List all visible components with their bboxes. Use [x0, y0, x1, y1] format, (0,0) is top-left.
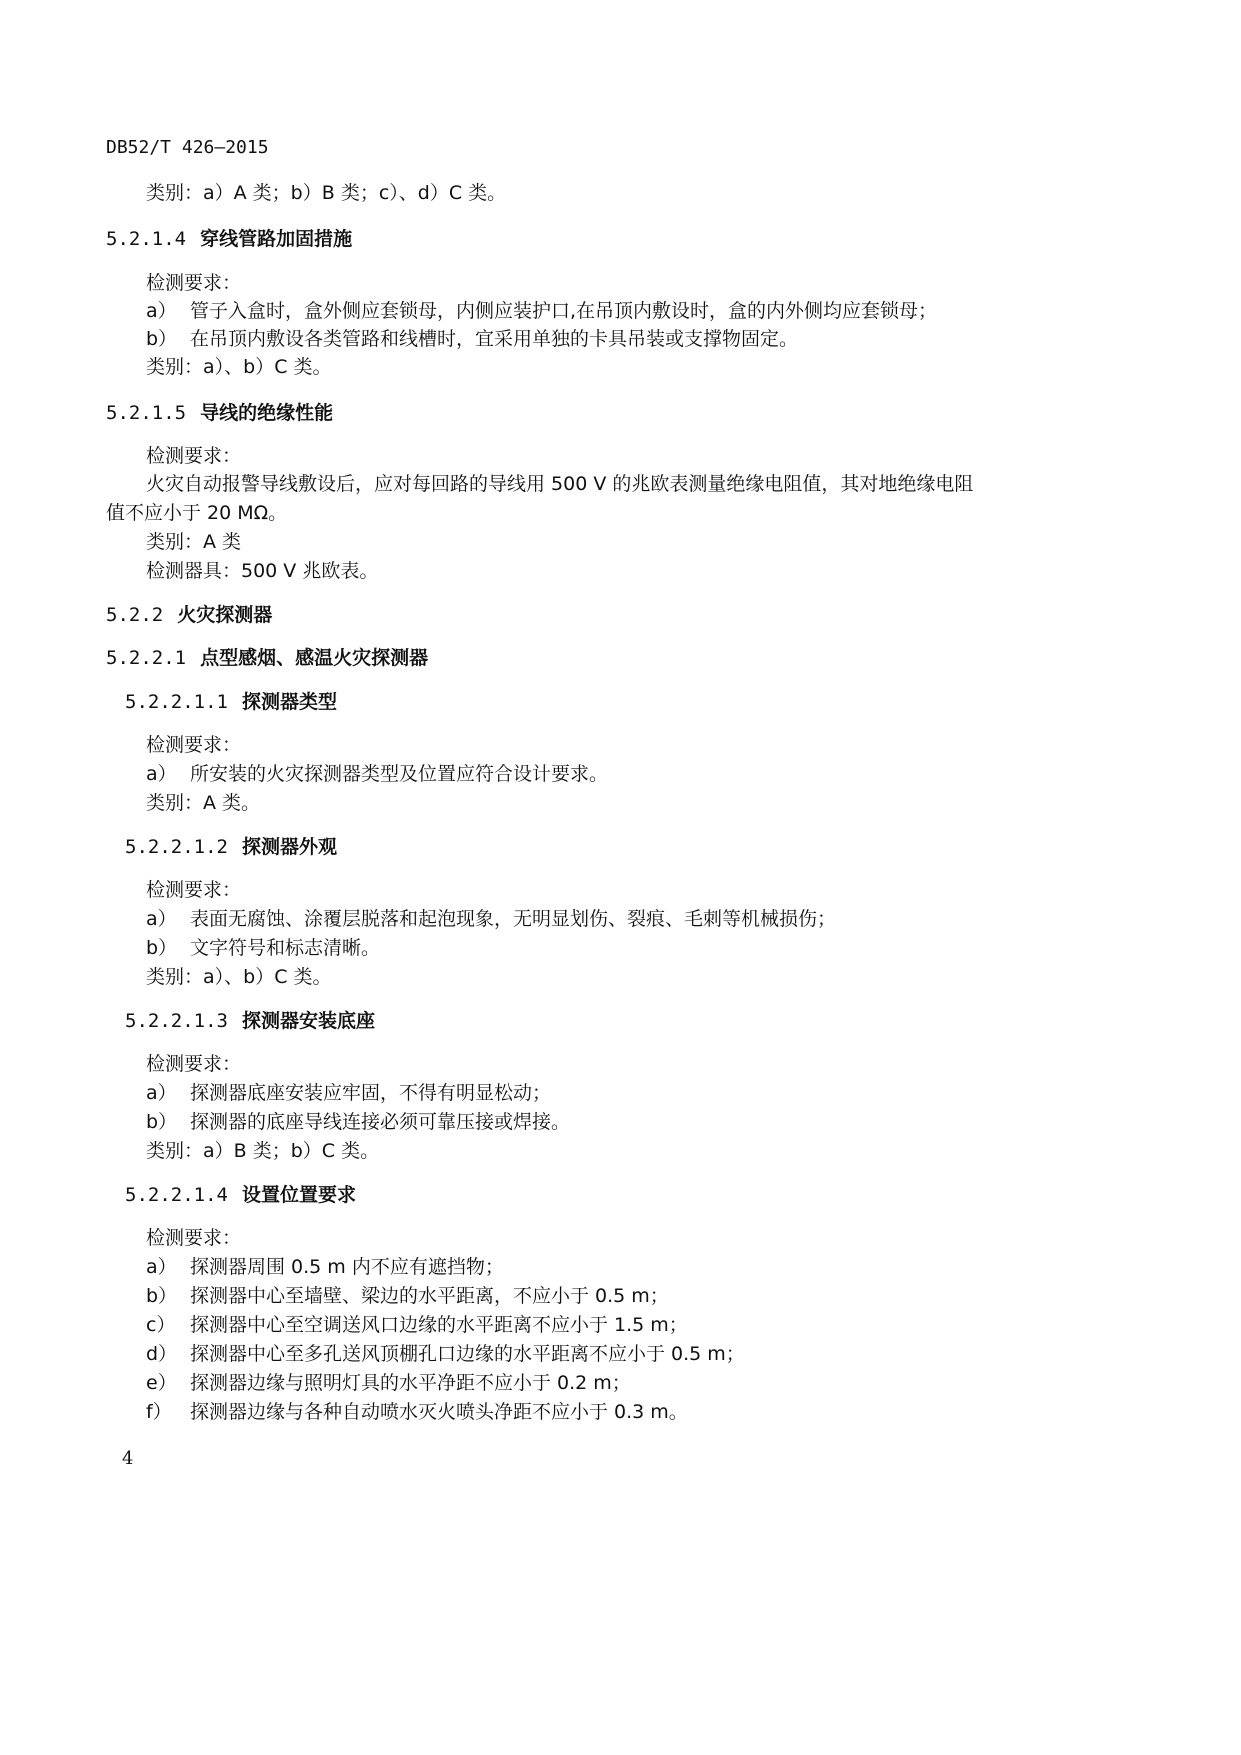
- list-item: [146, 935, 380, 961]
- section-number: 5.2.2.1.2: [125, 836, 228, 858]
- item-marker: a）: [146, 908, 177, 930]
- section-number: 5.2.2.1.1: [125, 691, 228, 713]
- list-item: [146, 906, 836, 932]
- paragraph-line: 火灾自动报警导线敷设后，应对每回路的导线用 500 V 的兆欧表测量绝缘电阻值，其对地绝缘电阻: [146, 473, 974, 495]
- requirement-label: 检测要求：: [146, 879, 242, 901]
- section-title: 探测器类型: [241, 691, 337, 713]
- category-line: 类别：a）、b）C 类。: [146, 966, 332, 988]
- requirement-label: 检测要求：: [146, 272, 242, 294]
- item-marker: c）: [146, 1314, 176, 1336]
- list-item: [146, 298, 937, 324]
- item-text: 探测器边缘与各种自动喷水灭火喷头净距不应小于 0.3 m。: [190, 1401, 688, 1423]
- category-line: 类别：A 类。: [146, 792, 261, 814]
- section-number: 5.2.2.1.4: [125, 1184, 228, 1206]
- item-text: 所安装的火灾探测器类型及位置应符合设计要求。: [190, 763, 609, 785]
- item-text: 探测器的底座导线连接必须可靠压接或焊接。: [190, 1111, 571, 1133]
- item-marker: b）: [146, 937, 178, 959]
- instrument-line: 检测器具：500 V 兆欧表。: [146, 560, 379, 582]
- item-marker: e）: [146, 1372, 177, 1394]
- item-marker: b）: [146, 1285, 178, 1307]
- section-number: 5.2.2.1.3: [125, 1010, 228, 1032]
- item-text: 管子入盒时，盒外侧应套锁母，内侧应装护口,在吊顶内敷设时，盒的内外侧均应套锁母；: [190, 300, 938, 322]
- list-item: [146, 1109, 570, 1135]
- section-heading: [106, 226, 352, 252]
- item-text: 文字符号和标志清晰。: [190, 937, 381, 959]
- section-title: 穿线管路加固措施: [200, 228, 353, 250]
- section-heading: [125, 834, 337, 860]
- section-heading: [106, 602, 272, 628]
- list-item: [146, 761, 608, 787]
- list-item: [146, 1283, 669, 1309]
- section-heading: [125, 1182, 356, 1208]
- requirement-label: 检测要求：: [146, 1053, 242, 1075]
- section-number: 5.2.1.4: [106, 228, 187, 250]
- section-title: 火灾探测器: [177, 604, 273, 626]
- item-text: 探测器边缘与照明灯具的水平净距不应小于 0.2 m；: [190, 1372, 631, 1394]
- list-item: [146, 1341, 745, 1367]
- item-marker: a）: [146, 1082, 177, 1104]
- section-number: 5.2.2.1: [106, 647, 187, 669]
- item-marker: f）: [146, 1401, 172, 1423]
- item-text: 探测器底座安装应牢固，不得有明显松动；: [190, 1082, 552, 1104]
- paragraph-line: 值不应小于 20 MΩ。: [106, 502, 288, 524]
- list-item: [146, 1080, 551, 1106]
- item-marker: a）: [146, 300, 177, 322]
- requirement-label: 检测要求：: [146, 734, 242, 756]
- section-heading: [106, 645, 428, 671]
- item-text: 表面无腐蚀、涂覆层脱落和起泡现象，无明显划伤、裂痕、毛刺等机械损伤；: [190, 908, 837, 930]
- page-number: 4: [122, 1448, 134, 1469]
- category-line: 类别：a）A 类；b）B 类；c）、d）C 类。: [146, 182, 507, 204]
- section-number: 5.2.2: [106, 604, 164, 626]
- requirement-label: 检测要求：: [146, 445, 242, 467]
- section-heading: [125, 1008, 375, 1034]
- item-text: 探测器中心至墙壁、梁边的水平距离，不应小于 0.5 m；: [190, 1285, 669, 1307]
- list-item: [146, 1399, 688, 1425]
- item-text: 探测器中心至多孔送风顶棚孔口边缘的水平距离不应小于 0.5 m；: [190, 1343, 745, 1365]
- section-heading: [125, 689, 337, 715]
- item-marker: a）: [146, 763, 177, 785]
- section-heading: [106, 400, 333, 426]
- item-text: 在吊顶内敷设各类管路和线槽时，宜采用单独的卡具吊装或支撑物固定。: [190, 328, 799, 350]
- item-marker: b）: [146, 1111, 178, 1133]
- category-line: 类别：A 类: [146, 531, 242, 553]
- requirement-label: 检测要求：: [146, 1227, 242, 1249]
- item-marker: d）: [146, 1343, 178, 1365]
- item-marker: b）: [146, 328, 178, 350]
- section-title: 探测器外观: [241, 836, 337, 858]
- item-text: 探测器周围 0.5 m 内不应有遮挡物；: [190, 1256, 504, 1278]
- item-text: 探测器中心至空调送风口边缘的水平距离不应小于 1.5 m；: [190, 1314, 688, 1336]
- list-item: [146, 326, 798, 352]
- category-line: 类别：a）B 类；b）C 类。: [146, 1140, 380, 1162]
- section-title: 点型感烟、感温火灾探测器: [200, 647, 429, 669]
- section-title: 探测器安装底座: [241, 1010, 375, 1032]
- section-title: 导线的绝缘性能: [200, 402, 334, 424]
- item-marker: a）: [146, 1256, 177, 1278]
- category-line: 类别：a）、b）C 类。: [146, 356, 332, 378]
- standard-number: DB52/T 426—2015: [106, 137, 269, 158]
- list-item: [146, 1370, 631, 1396]
- list-item: [146, 1254, 504, 1280]
- section-number: 5.2.1.5: [106, 402, 187, 424]
- section-title: 设置位置要求: [241, 1184, 356, 1206]
- list-item: [146, 1312, 688, 1338]
